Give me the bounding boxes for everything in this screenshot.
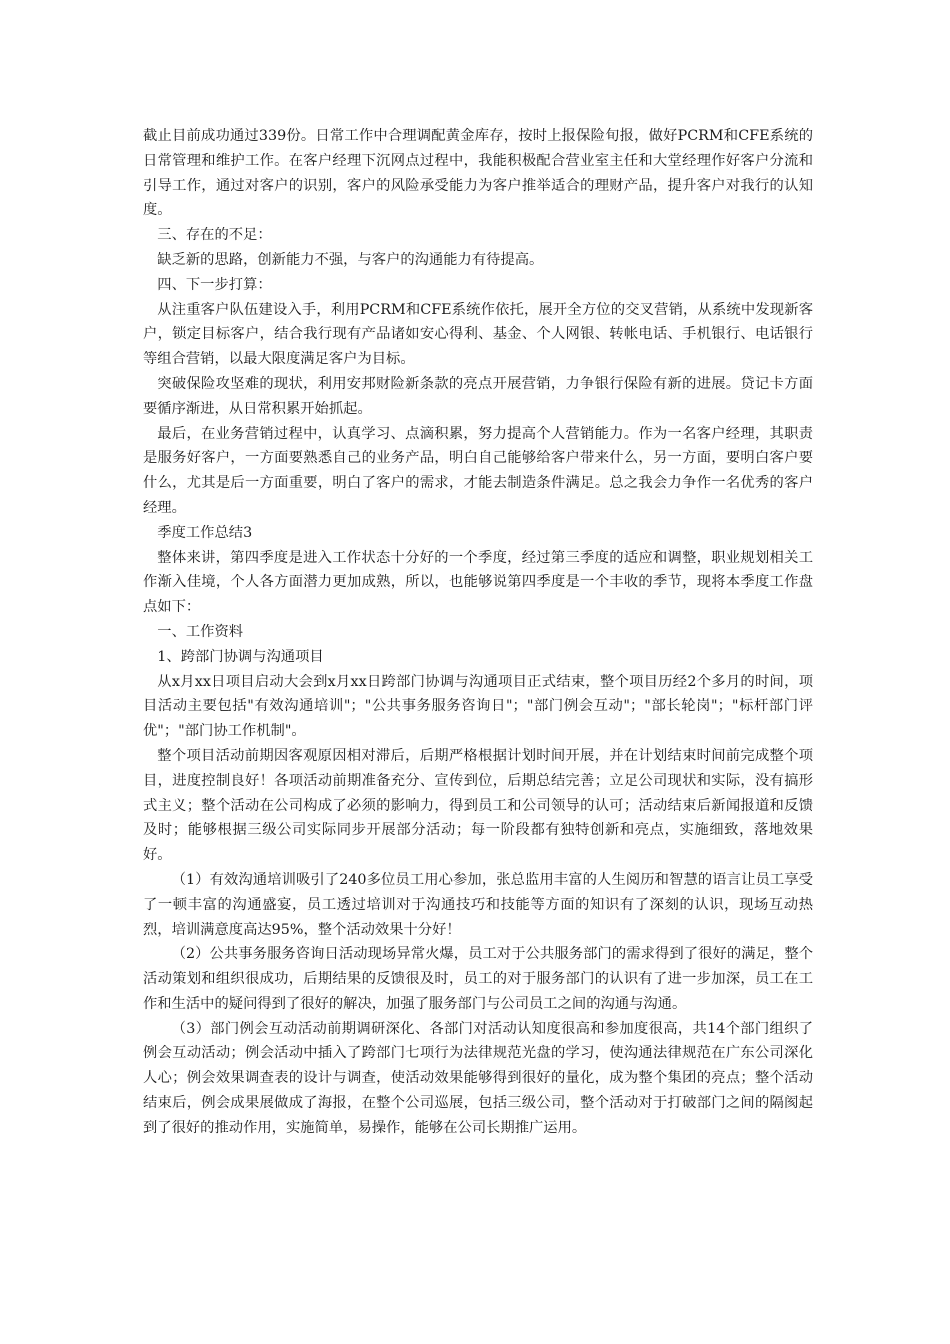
paragraph-shortcomings: 缺乏新的思路，创新能力不强，与客户的沟通能力有待提高。 — [157, 251, 544, 268]
paragraph-project-progress: 整个项目活动前期因客观原因相对滞后，后期严格根据计划时间开展，并在计划结束时间前完成整个项目，进度控制良好！各项活动前期准备充分、宣传到位，后期总结完善；立足公司现状和实际，没有搞形式主义；整个活动在公司构成了必须的影响力，得到员工和公司领导的认可；活动结束后新闻报道和反馈及时；能够根据三级公司实际同步开展部分活动；每一阶段都有独特创新和亮点，实施细致，落地效果好。 — [143, 747, 813, 864]
paragraph-q4-overview: 整体来讲，第四季度是进入工作状态十分好的一个季度，经过第三季度的适应和调整，职业规划相关工作渐入佳境，个人各方面潜力更加成熟，所以，也能够说第四季度是一个丰收的季节，现将本季度工作盘点如下： — [143, 549, 813, 616]
paragraph-item-2-service-day: （2）公共事务服务咨询日活动现场异常火爆，员工对于公共服务部门的需求得到了很好的满足，整个活动策划和组织很成功，后期结果的反馈很及时，员工的对于服务部门的认识有了进一步加深，员工在工作和生活中的疑问得到了很好的解决，加强了服务部门与公司员工之间的沟通与沟通。 — [143, 946, 813, 1012]
heading-next-plan: 四、下一步打算： — [157, 276, 272, 293]
paragraph-project-timeline: 从x月xx日项目启动大会到x月xx日跨部门协调与沟通项目正式结束，整个项目历经2个多月的时间，项目活动主要包括"有效沟通培训"；"公共事务服务咨询日"；"部门例会互动"；"部长轮岗"；"标杆部门评优"；"部门协工作机制"。 — [143, 673, 813, 740]
heading-cross-dept-project: 1、跨部门协调与沟通项目 — [157, 648, 324, 665]
section-title-summary-3: 季度工作总结3 — [157, 524, 253, 541]
paragraph-plan-customers: 从注重客户队伍建设入手，利用PCRM和CFE系统作依托，展开全方位的交叉营销，从系统中发现新客户，锁定目标客户，结合我行现有产品诸如安心得利、基金、个人网银、转帐电话、手机银行、电话银行等组合营销，以最大限度满足客户为目标。 — [143, 301, 813, 368]
paragraph-item-1-training: （1）有效沟通培训吸引了240多位员工用心参加，张总监用丰富的人生阅历和智慧的语言让员工享受了一顿丰富的沟通盛宴，员工透过培训对于沟通技巧和技能等方面的知识有了深刻的认识，现场互动热烈，培训满意度高达95%，整个活动效果十分好！ — [143, 871, 813, 938]
heading-work-materials: 一、工作资料 — [157, 623, 244, 640]
heading-shortcomings: 三、存在的不足： — [157, 227, 272, 244]
document-page — [143, 124, 813, 1141]
paragraph-item-3-dept-meeting: （3）部门例会互动活动前期调研深化、各部门对活动认知度很高和参加度很高，共14个部门组织了例会互动活动；例会活动中插入了跨部门七项行为法律规范光盘的学习，使沟通法律规范在广东公司深化人心；例会效果调查表的设计与调查，使活动效果能够得到很好的量化，成为整个集团的亮点；整个活动结束后，例会成果展做成了海报，在整个公司巡展，包括三级公司，整个活动对于打破部门之间的隔阂起到了很好的推动作用，实施简单，易操作，能够在公司长期推广运用。 — [143, 1020, 813, 1136]
paragraph-plan-insurance: 突破保险攻坚难的现状，利用安邦财险新条款的亮点开展营销，力争银行保险有新的进展。贷记卡方面要循序渐进，从日常积累开始抓起。 — [143, 375, 813, 417]
paragraph-report-summary: 截止目前成功通过339份。日常工作中合理调配黄金库存，按时上报保险旬报，做好PCRM和CFE系统的日常管理和维护工作。在客户经理下沉网点过程中，我能积极配合营业室主任和大堂经理作好客户分流和引导工作，通过对客户的识别，客户的风险承受能力为客户推举适合的理财产品，提升客户对我行的认知度。 — [143, 128, 813, 219]
paragraph-plan-conclusion: 最后，在业务营销过程中，认真学习、点滴积累，努力提高个人营销能力。作为一名客户经理，其职责是服务好客户，一方面要熟悉自己的业务产品，明白自己能够给客户带来什么，另一方面，要明白客户要什么，尤其是后一方面重要，明白了客户的需求，才能去制造条件满足。总之我会力争作一名优秀的客户经理。 — [143, 425, 813, 516]
